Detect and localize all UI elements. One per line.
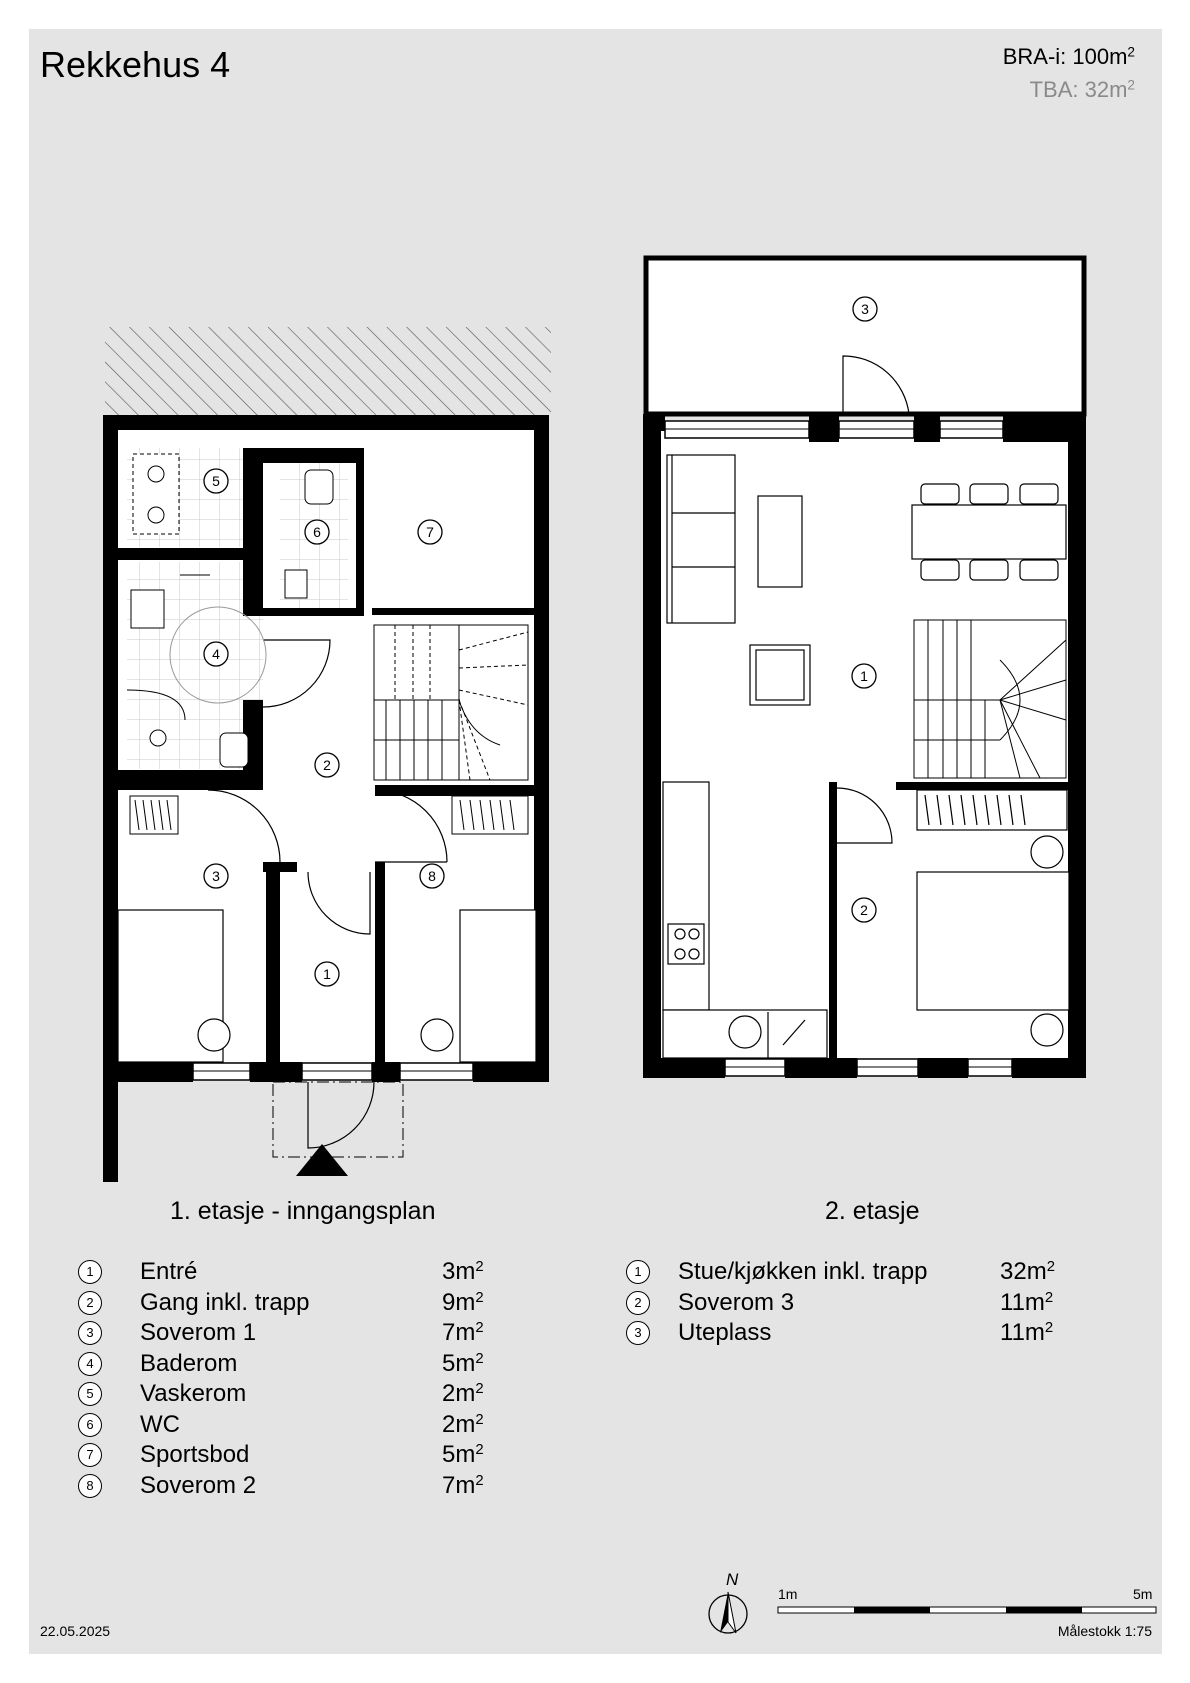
room-row: [626, 1289, 1086, 1320]
room-name: Baderom: [140, 1349, 238, 1377]
tag-f1-8: 8: [428, 868, 436, 884]
room-number: 5: [78, 1382, 102, 1406]
room-row: [78, 1319, 518, 1350]
room-name: Uteplass: [678, 1319, 772, 1346]
room-row: [78, 1289, 518, 1320]
room-row: [78, 1411, 518, 1442]
room-name: Soverom 1: [140, 1319, 257, 1346]
tag-f2-3: 3: [861, 301, 869, 317]
room-area: $5m^2$: [442, 1349, 484, 1377]
room-number: 4: [78, 1352, 102, 1376]
room-name: Soverom 2: [140, 1471, 257, 1499]
tag-f1-1: 1: [323, 966, 331, 982]
north-label: N: [726, 1570, 739, 1589]
room-area: $11m^2$: [1000, 1319, 1054, 1346]
tag-f1-6: 6: [313, 524, 321, 540]
room-number: 8: [78, 1474, 102, 1498]
room-number: 3: [78, 1321, 102, 1345]
tag-f1-3: 3: [212, 868, 220, 884]
room-name: Soverom 3: [678, 1288, 795, 1316]
floor1-title: 1. etasje - inngangsplan: [170, 1197, 436, 1225]
tag-f2-2: 2: [860, 902, 868, 918]
room-row: [78, 1472, 518, 1503]
room-row: [626, 1319, 1086, 1350]
floor2-title: 2. etasje: [825, 1197, 920, 1225]
scale-label: Målestokk 1:75: [1057, 1623, 1152, 1639]
scale-bar: [778, 1607, 1156, 1613]
room-number: 7: [78, 1443, 102, 1467]
floor1-plan: [103, 327, 551, 1182]
room-number: 3: [626, 1321, 650, 1345]
room-area: $9m^2$: [442, 1288, 484, 1316]
room-area: $2m^2$: [442, 1380, 484, 1407]
room-number: 1: [626, 1260, 650, 1284]
room-row: [78, 1258, 518, 1289]
room-area: $11m^2$: [1000, 1288, 1054, 1316]
room-name: Entré: [140, 1258, 198, 1285]
room-number: 6: [78, 1413, 102, 1437]
tag-f1-2: 2: [323, 757, 331, 773]
north-arrow: [709, 1592, 747, 1633]
floor1-room-list: [78, 1258, 518, 1502]
tba-area: TBA: $32m^2$: [1029, 77, 1135, 102]
entrance-arrow: [296, 1144, 348, 1176]
entrance-canopy: [273, 1082, 403, 1157]
room-area: $5m^2$: [442, 1441, 484, 1468]
room-area: $7m^2$: [442, 1471, 484, 1499]
room-area: $2m^2$: [442, 1410, 484, 1438]
date: 22.05.2025: [40, 1623, 111, 1639]
room-name: WC: [140, 1410, 180, 1438]
room-row: [78, 1350, 518, 1381]
floor2-plan: [643, 258, 1086, 1078]
tag-f1-4: 4: [212, 646, 220, 662]
page-title: Rekkehus 4: [40, 44, 231, 85]
room-name: Gang inkl. trapp: [140, 1288, 310, 1316]
room-number: 1: [78, 1260, 102, 1284]
room-row: [78, 1380, 518, 1411]
scalebar-start-label: 1m: [778, 1586, 798, 1602]
room-area: $3m^2$: [442, 1258, 484, 1285]
floor2-room-list: [626, 1258, 1086, 1350]
terrace: [646, 258, 1084, 414]
room-area: $32m^2$: [1000, 1258, 1055, 1285]
room-area: $7m^2$: [442, 1319, 484, 1346]
bra-area: BRA-i: $100m^2$: [1002, 44, 1135, 69]
room-number: 2: [626, 1291, 650, 1315]
tag-f1-5: 5: [212, 473, 220, 489]
room-number: 2: [78, 1291, 102, 1315]
scalebar-end-label: 5m: [1133, 1586, 1153, 1602]
room-name: Sportsbod: [140, 1441, 250, 1468]
room-name: Stue/kjøkken inkl. trapp: [678, 1258, 928, 1285]
room-row: [78, 1441, 518, 1472]
room-name: Vaskerom: [140, 1380, 247, 1407]
tag-f2-1: 1: [860, 668, 868, 684]
terrain-hatch: [105, 327, 551, 415]
room-row: [626, 1258, 1086, 1289]
tag-f1-7: 7: [426, 524, 434, 540]
